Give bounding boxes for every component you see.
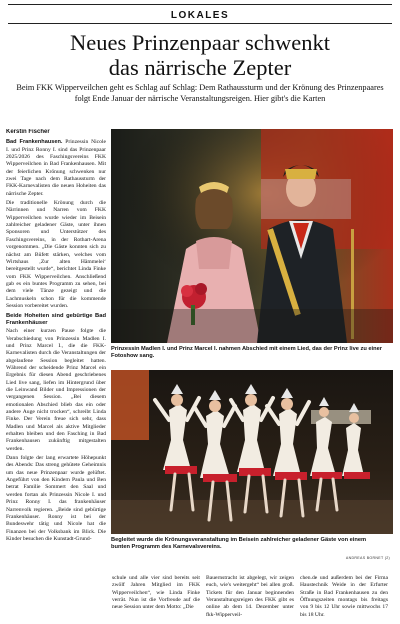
article-column-4: chen.de und außerdem bei der Firma Haustechnik Weide in der Erfurter Straße in Bad Frankenhausen zu den Öffnungszeiten montags bis freitags von 9 bis 12 Uhr sowie mittwochs 17 bis 18 Uhr. [300,575,388,618]
dateline: Bad Frankenhausen. [6,139,63,146]
photo-dance-group [111,370,393,534]
intertitle: Beide Hoheiten sind gebürtige Bad Frankenhäuser [6,313,106,327]
paragraph-1-text: Prinzessin Nicole I. und Prinz Ronny I. sind das Prinzenpaar 2025/2026 des Faschingsvereins FKK Wipperveilchen in Bad Frankenhausen. Mit der feierlichen Krönung schwenken nur zwei Tage nach dem Rathaussturm der FKK-Karnevalisten die neuen Hoheiten das närrische Zepter. [6,139,106,197]
article-column-1 [6,129,106,621]
photo-credit: ANDREAS BORNET (2) [345,556,390,560]
author-byline: Kerstin Fischer [6,129,50,135]
article-column-3: Bauernstracht ist abgelegt, wir zeigen euch, wie's weitergeht“ bei allen groß. Tickets für den Januar beginnenden Veranstaltungsreigen des FKK gibt es online ab dem 14. Dezember unter fkk-Wipperveil- [206,575,294,618]
paragraph-1 [6,139,106,198]
photo-2-caption: Begleitet wurde die Krönungsveranstaltung im Beisein zahlreicher geladener Gäste von einem bunten Programm des Karnevalsvereins. [111,537,367,550]
section-bar [8,4,392,24]
paragraph-2: Die traditionelle Krönung durch die Närrinnen und Narren vom FKK Wipperveilchen wurde wieder im Beisein zahlreicher geladener Gäste, unter ihnen Sponsoren und Unterstützer des Faschingsvereins, in der Rothart-Arena vorgenommen. „Die Gäste konnten sich zu nächst am Büfett stärken, welches vom Wirtshaus ‚Zur alten Hämmelei‘ bereitgestellt wurde“, berichtet Linda Finke vom FKK Wipperveilchen. Anschließend gab es ein buntes Programm zu sehen, bei dem viele Tänze gezeigt und die Lachmuskeln schon für die kommende Session vorbereitet wurden. [6,200,106,309]
section-label: LOKALES [170,10,230,21]
photo-dance-group-image [111,370,393,534]
headline-line-1: Neues Prinzenpaar schwenkt [70,30,330,55]
photo-prince-couple [111,129,393,343]
paragraph-4: Dann folgte der lang erwartete Höhepunkt des Abends: Das streng gehütete Geheimnis um das neue Prinzenpaar wurde gelüftet. Angeführt von den Kindern Paula und Ben betrat Familie Sommert den Saal und werden fortan als Prinzessin Nicole I. und Prinz Ronny I. das frankenhäuser Narrenvolk regieren. „Beide sind gebürtige Frankenhäuser. Ronny ist bei der Bundeswehr tätig und Nicole hat die Finanzen bei der Volksbank im Blick. Die Kinder besuchen die Kunstadt-Grund- [6,455,106,542]
headline-line-2: das närrische Zepter [108,55,292,80]
headline [8,30,392,80]
subheadline: Beim FKK Wipperveilchen geht es Schlag auf Schlag: Dem Rathaussturm und der Krönung des Prinzenpaares folgt Ende Januar der närrische Veranstaltungsreigen. Hier gibt's die Karten [16,83,384,103]
paragraph-3: Nach einer kurzen Pause folgte die Verabschiedung von Prinzessin Madlen I. und Prinz Marcel I., die die FKK-Karnevalisten durch die Veranstaltungen der abgelaufene Session begleitet hatten. Während der scheidende Prinz Marcel ein Ergebnis für diesen Abend geschriebenes Lied live sang, liefen im Hintergrund über die Leinwand Bilder und Impressionen der vergangenen Session. „Bei diesem emotionalen Abschied blieb das ein oder andere Auge nicht trocken“, schreibt Linda Finke. Der Verein freue sich sehr, dass Madlen und Marcel als aktive Mitglieder erhalten bleiben und den Fasching in Bad Frankenhausen zukünftig mitgestalten werden. [6,328,106,452]
photo-1-caption: Prinzessin Madlen I. und Prinz Marcel I. nahmen Abschied mit einem Lied, das der Prinz live zu einer Fotoshow sang. [111,346,382,359]
article-column-2: schule und alle vier sind bereits seit zwölf Jahren Mitglied im FKK Wipperveilchen“, wie Linda Finke verrät. Nun ist die Vorfreude auf die neue Session unter dem Motto: „Die [112,575,200,611]
photo-prince-couple-image [111,129,393,343]
